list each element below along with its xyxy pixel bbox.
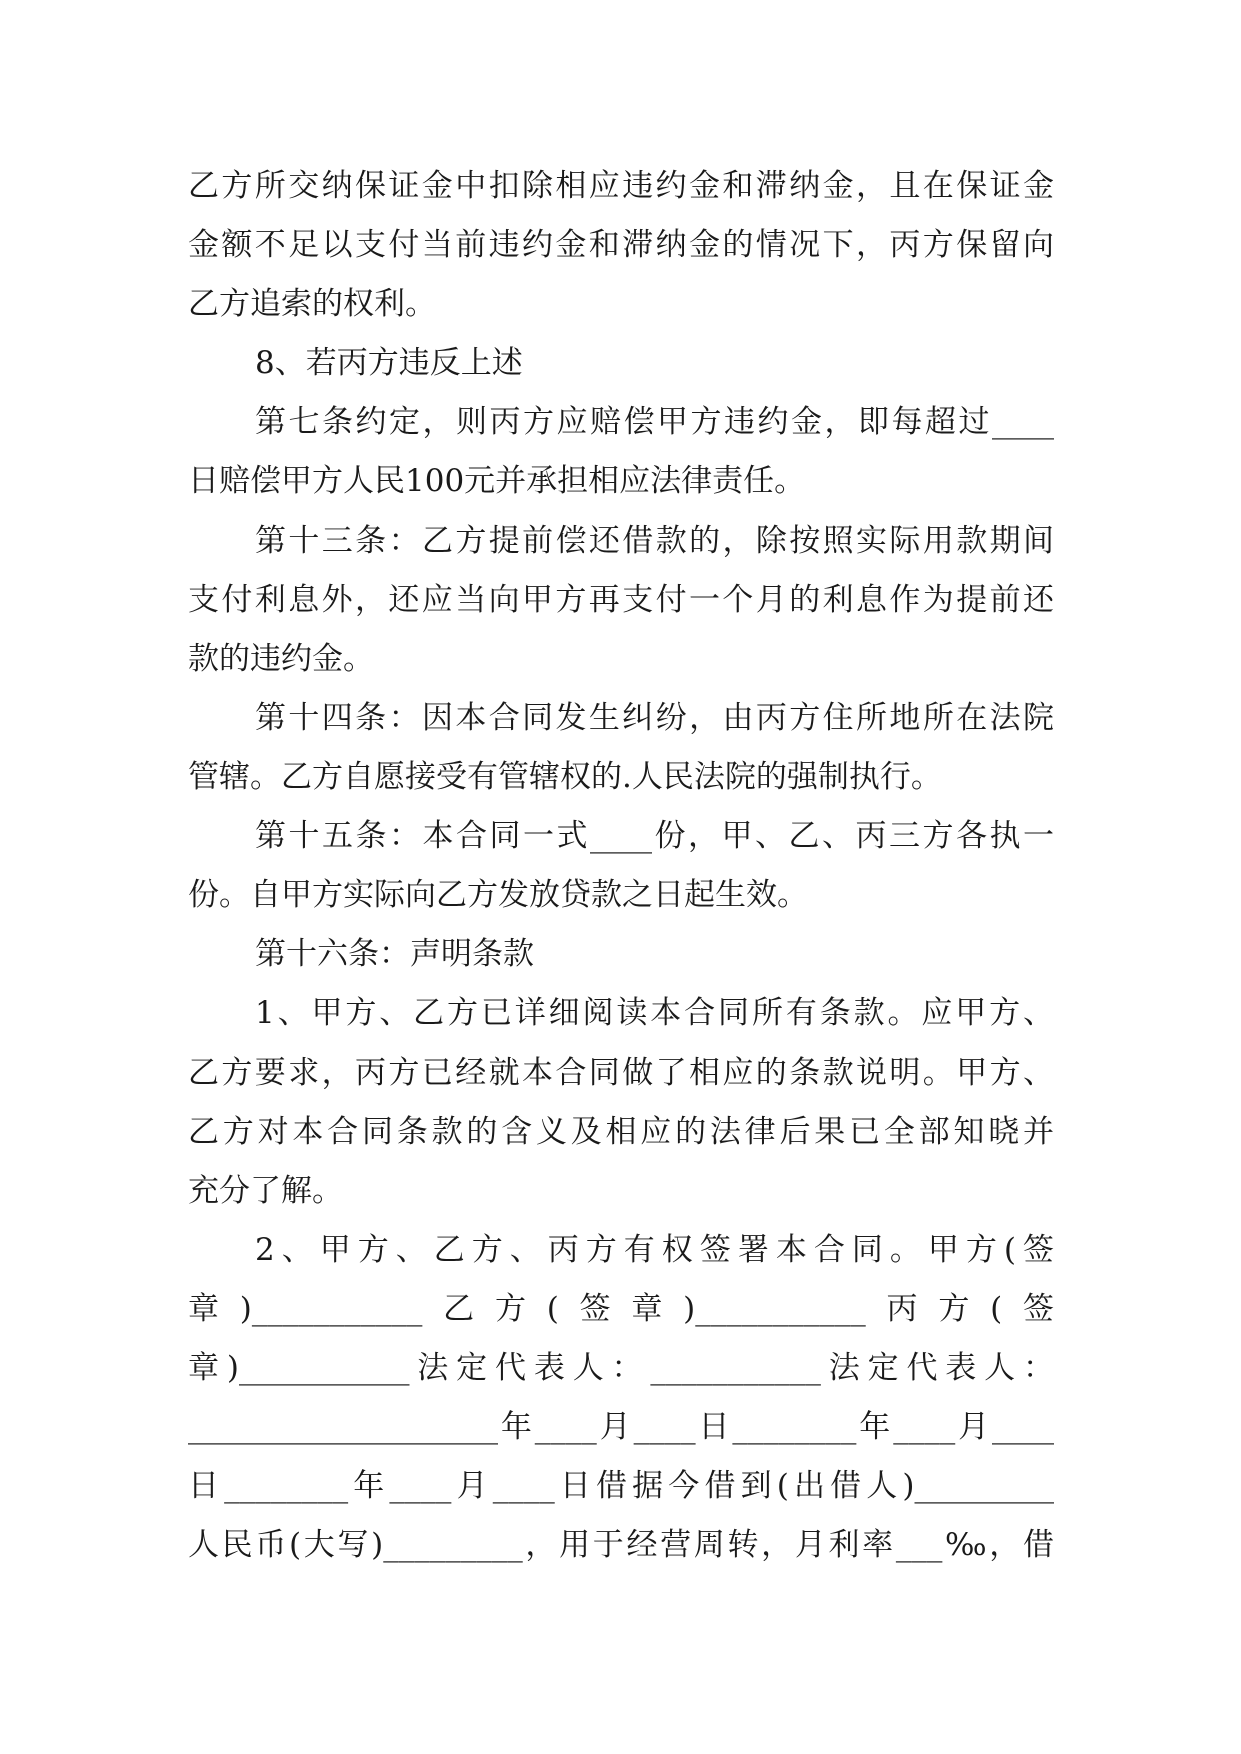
text-line: 第十四条：因本合同发生纠纷，由丙方住所地所在法院	[255, 700, 1054, 736]
text-line: ____________________年____月____日________年____月____	[188, 1409, 1054, 1445]
text-line: 乙方追索的权利。	[188, 286, 436, 322]
text-line: 2、甲方、乙方、丙方有权签署本合同。甲方(签	[255, 1232, 1054, 1268]
text-line: 支付利息外，还应当向甲方再支付一个月的利息作为提前还	[188, 582, 1054, 618]
text-line: 第十六条：声明条款	[255, 936, 534, 972]
text-line: 乙方所交纳保证金中扣除相应违约金和滞纳金，且在保证金	[188, 168, 1054, 204]
text-line: 充分了解。	[188, 1173, 343, 1209]
text-line: 1、甲方、乙方已详细阅读本合同所有条款。应甲方、	[255, 995, 1054, 1031]
text-line: 第十三条：乙方提前偿还借款的，除按照实际用款期间	[255, 523, 1054, 559]
text-line: 章)___________乙方(签章)___________丙方(签	[188, 1291, 1054, 1327]
text-line: 第七条约定，则丙方应赔偿甲方违约金，即每超过____	[255, 404, 1054, 440]
text-line: 日赔偿甲方人民100元并承担相应法律责任。	[188, 463, 806, 499]
text-line: 第十五条：本合同一式____份，甲、乙、丙三方各执一	[255, 818, 1054, 854]
text-line: 金额不足以支付当前违约金和滞纳金的情况下，丙方保留向	[188, 227, 1054, 263]
text-line: 乙方对本合同条款的含义及相应的法律后果已全部知晓并	[188, 1114, 1054, 1150]
text-line: 款的违约金。	[188, 641, 374, 677]
text-line: 8、若丙方违反上述	[255, 345, 523, 381]
text-line: 乙方要求，丙方已经就本合同做了相应的条款说明。甲方、	[188, 1055, 1054, 1091]
text-line: 管辖。乙方自愿接受有管辖权的.人民法院的强制执行。	[188, 759, 942, 795]
text-line: 人民币(大写)_________，用于经营周转，月利率___‰，借	[188, 1527, 1054, 1563]
text-line: 章)___________法定代表人：___________法定代表人：	[188, 1350, 1054, 1386]
text-line: 份。自甲方实际向乙方发放贷款之日起生效。	[188, 877, 808, 913]
text-line: 日________年____月____日借据今借到(出借人)_________	[188, 1468, 1054, 1504]
